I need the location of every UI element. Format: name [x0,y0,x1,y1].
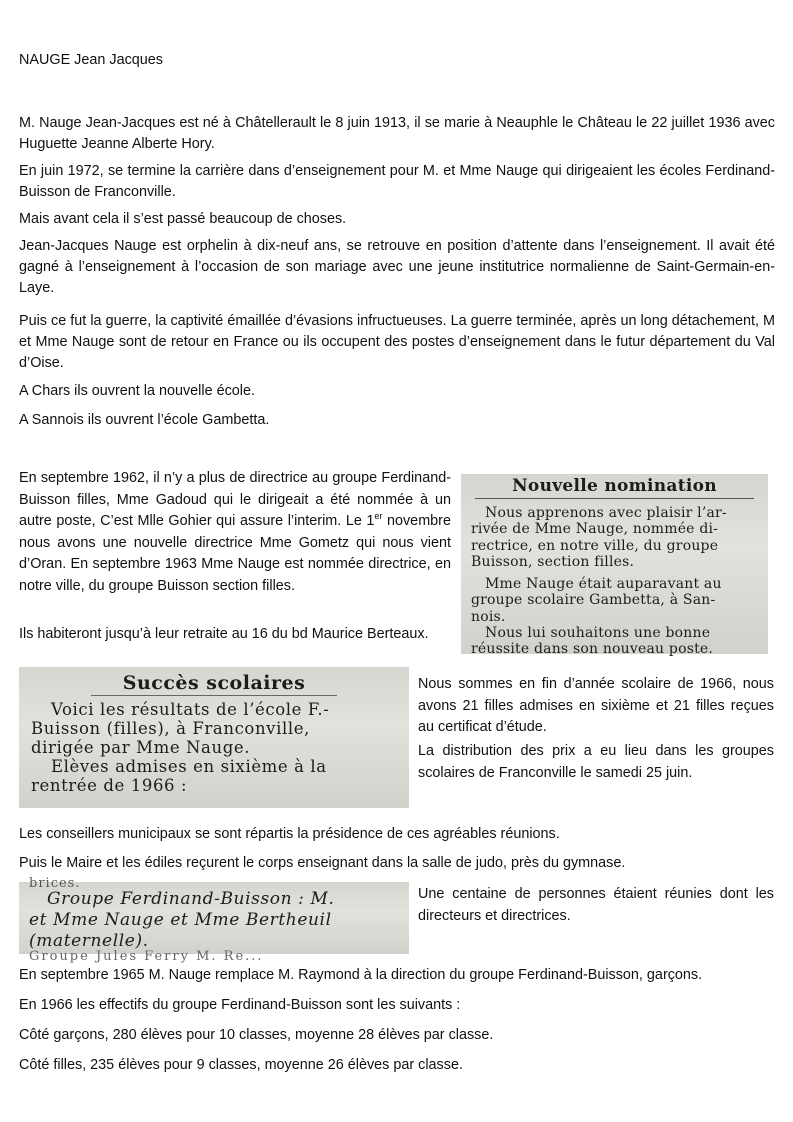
clipping-line: et Mme Nauge et Mme Bertheuil [29,910,332,930]
clipping-heading: Succès scolaires [122,672,306,694]
clipping-line: Mme Nauge était auparavant au [485,576,722,593]
clipping-line: Groupe Ferdinand-Buisson : M. [47,889,335,909]
clipping-rule [475,498,754,499]
clipping-line: Nous lui souhaitons une bonne [485,625,711,642]
paragraph-distribution: La distribution des prix a eu lieu dans les groupes scolaires de Franconville le samedi 25 juin. [418,743,774,781]
paragraph-directrice [19,468,451,597]
clipping-line: Buisson (filles), à Franconville, [31,719,310,738]
directrice-text-b: novembre nous avons une nouvelle directrice Mme Gometz qui nous vient d’Oran. En septembre 1963 Mme Nauge est nommée directrice, en notre ville, du groupe Buisson section filles. [19,513,451,594]
clipping-line: (maternelle). [29,931,149,951]
paragraph-before: Mais avant cela il s’est passé beaucoup de choses. [19,211,347,227]
clipping-rule [91,695,337,696]
paragraph-centaine: Une centaine de personnes étaient réunies dont les directeurs et directrices. [418,886,774,924]
paragraph-retraite: Ils habiteront jusqu’à leur retraite au 16 du bd Maurice Berteaux. [19,626,429,642]
paragraph-chars: A Chars ils ouvrent la nouvelle école. [19,383,255,399]
clipping-line: Elèves admises en sixième à la [51,757,327,776]
directrice-text-a: En septembre 1962, il n’y a plus de directrice au groupe Ferdinand-Buisson filles, Mme Gadoud qui le dirigeait a été nommée à un autre poste, C’est Mlle Gohier qui assure l’interim. Le 1 [19,470,451,529]
clipping-cut-line: brices. [29,876,81,891]
paragraph-effectifs: En 1966 les effectifs du groupe Ferdinand-Buisson sont les suivants : [19,997,461,1013]
superscript-er: er [374,511,383,522]
clipping-line: réussite dans son nouveau poste. [471,641,714,658]
paragraph-fin-annee: Nous sommes en fin d’année scolaire de 1966, nous avons 21 filles admises en sixième et 21 filles reçues au certificat d’étude. [418,676,774,735]
newspaper-clipping-succes [19,667,409,808]
clipping-line: rivée de Mme Nauge, nommée di- [471,521,719,538]
clipping-line: groupe scolaire Gambetta, à San- [471,592,716,609]
clipping-cut-line: Groupe Jules Ferry M. Re... [29,949,264,964]
paragraph-filles: Côté filles, 235 élèves pour 9 classes, moyenne 26 élèves par classe. [19,1057,463,1073]
paragraph-maire: Puis le Maire et les édiles reçurent le corps enseignant dans la salle de judo, près du gymnase. [19,855,626,871]
newspaper-clipping-nomination [461,474,768,658]
clipping-line: Voici les résultats de l’école F.- [51,700,330,719]
paragraph-raymond: En septembre 1965 M. Nauge remplace M. Raymond à la direction du groupe Ferdinand-Buisson, garçons. [19,967,703,983]
paragraph-conseillers: Les conseillers municipaux se sont répartis la présidence de ces agréables réunions. [19,826,560,842]
clipping-line: Buisson, section filles. [471,553,635,570]
paragraph-war: Puis ce fut la guerre, la captivité émaillée d’évasions infructueuses. La guerre terminée, après un long détachement, M et Mme Nauge sont de retour en France ou ils occupent des postes d’enseignement dans le futur département du Val d’Oise. [19,313,775,371]
paragraph-garcons: Côté garçons, 280 élèves pour 10 classes, moyenne 28 élèves par classe. [19,1027,494,1043]
clipping-heading: Nouvelle nomination [512,476,717,496]
clipping-line: rectrice, en notre ville, du groupe [471,537,719,554]
document-title: NAUGE Jean Jacques [19,52,163,68]
paragraph-orphan: Jean-Jacques Nauge est orphelin à dix-neuf ans, se retrouve en position d’attente dans l’enseignement. Il avait été gagné à l’enseignement à l’occasion de son mariage avec une jeune institutrice normalienne de Saint-Germain-en-Laye. [19,238,775,296]
clipping-line: nois. [471,608,506,625]
paragraph-sannois: A Sannois ils ouvrent l’école Gambetta. [19,412,270,428]
clipping-line: rentrée de 1966 : [31,776,188,795]
paragraph-career-end: En juin 1972, se termine la carrière dans d’enseignement pour M. et Mme Nauge qui dirigeaient les écoles Ferdinand-Buisson de Franconville. [19,163,775,200]
clipping-line: dirigée par Mme Nauge. [31,738,251,757]
newspaper-clipping-groupe [19,876,409,964]
clipping-line: Nous apprenons avec plaisir l’ar- [485,505,727,521]
paragraph-birth: M. Nauge Jean-Jacques est né à Châtellerault le 8 juin 1913, il se marie à Neauphle le Château le 22 juillet 1936 avec Huguette Jeanne Alberte Hory. [19,115,775,152]
